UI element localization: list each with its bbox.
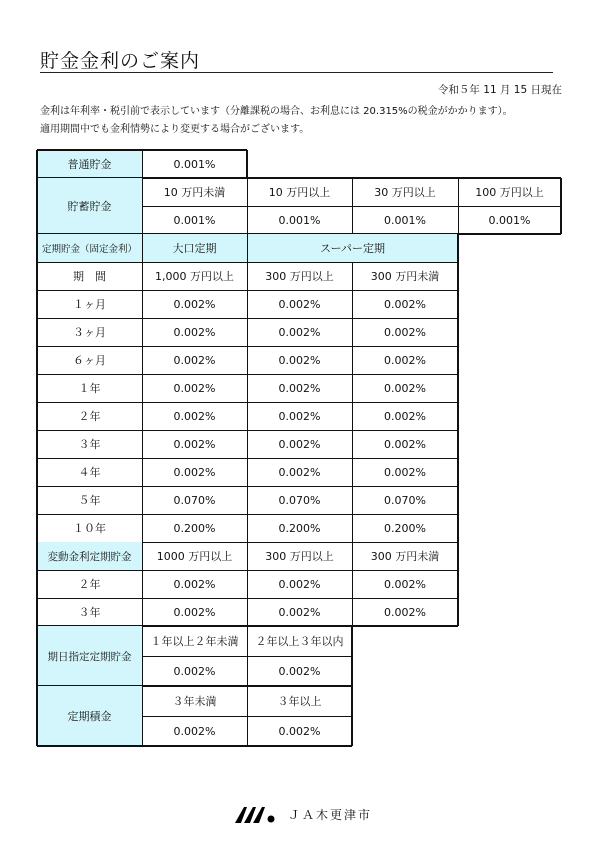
hendo-rate: 0.002% [278, 577, 321, 591]
grid-line [457, 234, 460, 626]
teiki-term: ３ヶ月 [73, 326, 106, 339]
grid-line [560, 178, 563, 234]
grid-line [142, 234, 143, 626]
chochiku-tier-header: 10 万円未満 [163, 186, 226, 199]
grid-line [247, 626, 248, 746]
teiki-term: ５年 [78, 494, 101, 507]
grid-line [246, 150, 249, 178]
teiki-amount-header: 1,000 万円以上 [155, 270, 234, 283]
teiki-term: ４年 [78, 466, 101, 479]
grid-line [352, 262, 353, 626]
grid-line [352, 178, 353, 234]
chochiku-rate: 0.001% [384, 213, 426, 227]
hendo-amount-header: 300 万円未満 [370, 550, 440, 563]
teiki-rate: 0.002% [173, 465, 216, 479]
kijitsu-label: 期日指定定期貯金 [37, 626, 142, 686]
teiki-rate: 0.002% [278, 409, 321, 423]
chochiku-rate: 0.001% [173, 213, 216, 227]
kijitsu-rate: 0.002% [278, 664, 321, 678]
teiki-period-label: 期 間 [73, 270, 106, 283]
chochiku-rate: 0.001% [278, 213, 321, 227]
teiki-term: １ヶ月 [73, 298, 106, 311]
teiki-term: ６ヶ月 [73, 354, 106, 367]
teiki-type-oguchi: 大口定期 [142, 234, 247, 262]
teiki-rate: 0.002% [173, 325, 216, 339]
teiki-rate: 0.002% [173, 353, 216, 367]
change-note: 適用期間中でも金利情勢により変更する場合がございます。 [40, 124, 310, 135]
teiki-rate: 0.002% [173, 297, 216, 311]
org-name: ＪＡ木更津市 [288, 807, 373, 822]
hendo-term: ２年 [78, 578, 101, 591]
teiki-rate: 0.002% [384, 353, 426, 367]
teiki-rate: 0.002% [173, 437, 216, 451]
hendo-label: 変動金利定期貯金 [37, 542, 142, 570]
tax-note: 金利は年利率・税引前で表示しています（分離課税の場合、お利息には 20.315%の税金がかかります）。 [40, 106, 513, 117]
teiki-rate: 0.002% [384, 297, 426, 311]
teiki-amount-header: 300 万円以上 [265, 270, 334, 283]
teiki-rate: 0.200% [278, 521, 321, 535]
hendo-amount-header: 300 万円以上 [265, 550, 334, 563]
teiki-rate: 0.002% [278, 325, 321, 339]
teiki-rate: 0.002% [278, 437, 321, 451]
teiki-rate: 0.002% [173, 381, 216, 395]
teiki-term: １年 [78, 382, 101, 395]
teiki-rate: 0.002% [278, 297, 321, 311]
grid-line [142, 150, 143, 178]
teiki-type-super: スーパー定期 [247, 234, 458, 262]
teiki-rate: 0.002% [384, 325, 426, 339]
teiki-rate: 0.070% [278, 493, 321, 507]
tsumikin-rate: 0.002% [173, 724, 216, 738]
grid-line [36, 178, 39, 234]
effective-date: 令和５年 11 月 15 日現在 [437, 84, 562, 96]
grid-line [37, 745, 352, 748]
teiki-amount-header: 300 万円未満 [370, 270, 440, 283]
grid-line [142, 178, 143, 234]
chochiku-rate: 0.001% [488, 213, 531, 227]
teiki-rate: 0.002% [384, 381, 426, 395]
kijitsu-term-header: １年以上２年未満 [150, 635, 239, 648]
chochiku-label: 貯蓄貯金 [37, 178, 142, 234]
teiki-rate: 0.200% [384, 521, 426, 535]
tsumikin-term-header: ３年未満 [172, 695, 217, 708]
page-title: 貯金金利のご案内 [40, 50, 201, 72]
chochiku-tier-header: 100 万円以上 [475, 186, 544, 199]
grid-line [36, 626, 39, 746]
grid-line [36, 150, 39, 178]
teiki-rate: 0.002% [173, 409, 216, 423]
savings-rate: 0.001% [173, 157, 216, 171]
hendo-rate: 0.002% [278, 605, 321, 619]
teiki-rate: 0.002% [278, 465, 321, 479]
hendo-rate: 0.002% [384, 605, 426, 619]
footer [234, 804, 372, 824]
teiki-term: １０年 [73, 522, 106, 535]
tsumikin-rate: 0.002% [278, 724, 321, 738]
grid-line [142, 626, 143, 746]
grid-line [458, 178, 459, 234]
teiki-rate: 0.002% [278, 381, 321, 395]
grid-line [36, 234, 39, 626]
grid-line [351, 626, 354, 746]
teiki-term: ３年 [78, 438, 101, 451]
hendo-rate: 0.002% [384, 577, 426, 591]
hendo-term: ３年 [78, 606, 101, 619]
grid-line [247, 178, 248, 234]
teiki-rate: 0.002% [384, 409, 426, 423]
hendo-amount-header: 1000 万円以上 [156, 550, 233, 563]
teiki-label: 定期貯金（固定金利） [37, 234, 142, 262]
tsumikin-term-header: ３年以上 [277, 695, 322, 708]
teiki-term: ２年 [78, 410, 101, 423]
chochiku-tier-header: 30 万円以上 [374, 186, 436, 199]
grid-line [247, 234, 248, 626]
ja-logo-icon [234, 804, 278, 824]
chochiku-tier-header: 10 万円以上 [268, 186, 331, 199]
teiki-rate: 0.002% [384, 465, 426, 479]
hendo-rate: 0.002% [173, 577, 216, 591]
teiki-rate: 0.070% [173, 493, 216, 507]
teiki-rate: 0.070% [384, 493, 426, 507]
teiki-rate: 0.002% [384, 437, 426, 451]
hendo-rate: 0.002% [173, 605, 216, 619]
tsumikin-label: 定期積金 [37, 686, 142, 746]
teiki-rate: 0.200% [173, 521, 216, 535]
kijitsu-rate: 0.002% [173, 664, 216, 678]
teiki-rate: 0.002% [278, 353, 321, 367]
kijitsu-term-header: ２年以上３年以内 [255, 635, 344, 648]
savings-label: 普通貯金 [37, 150, 142, 178]
